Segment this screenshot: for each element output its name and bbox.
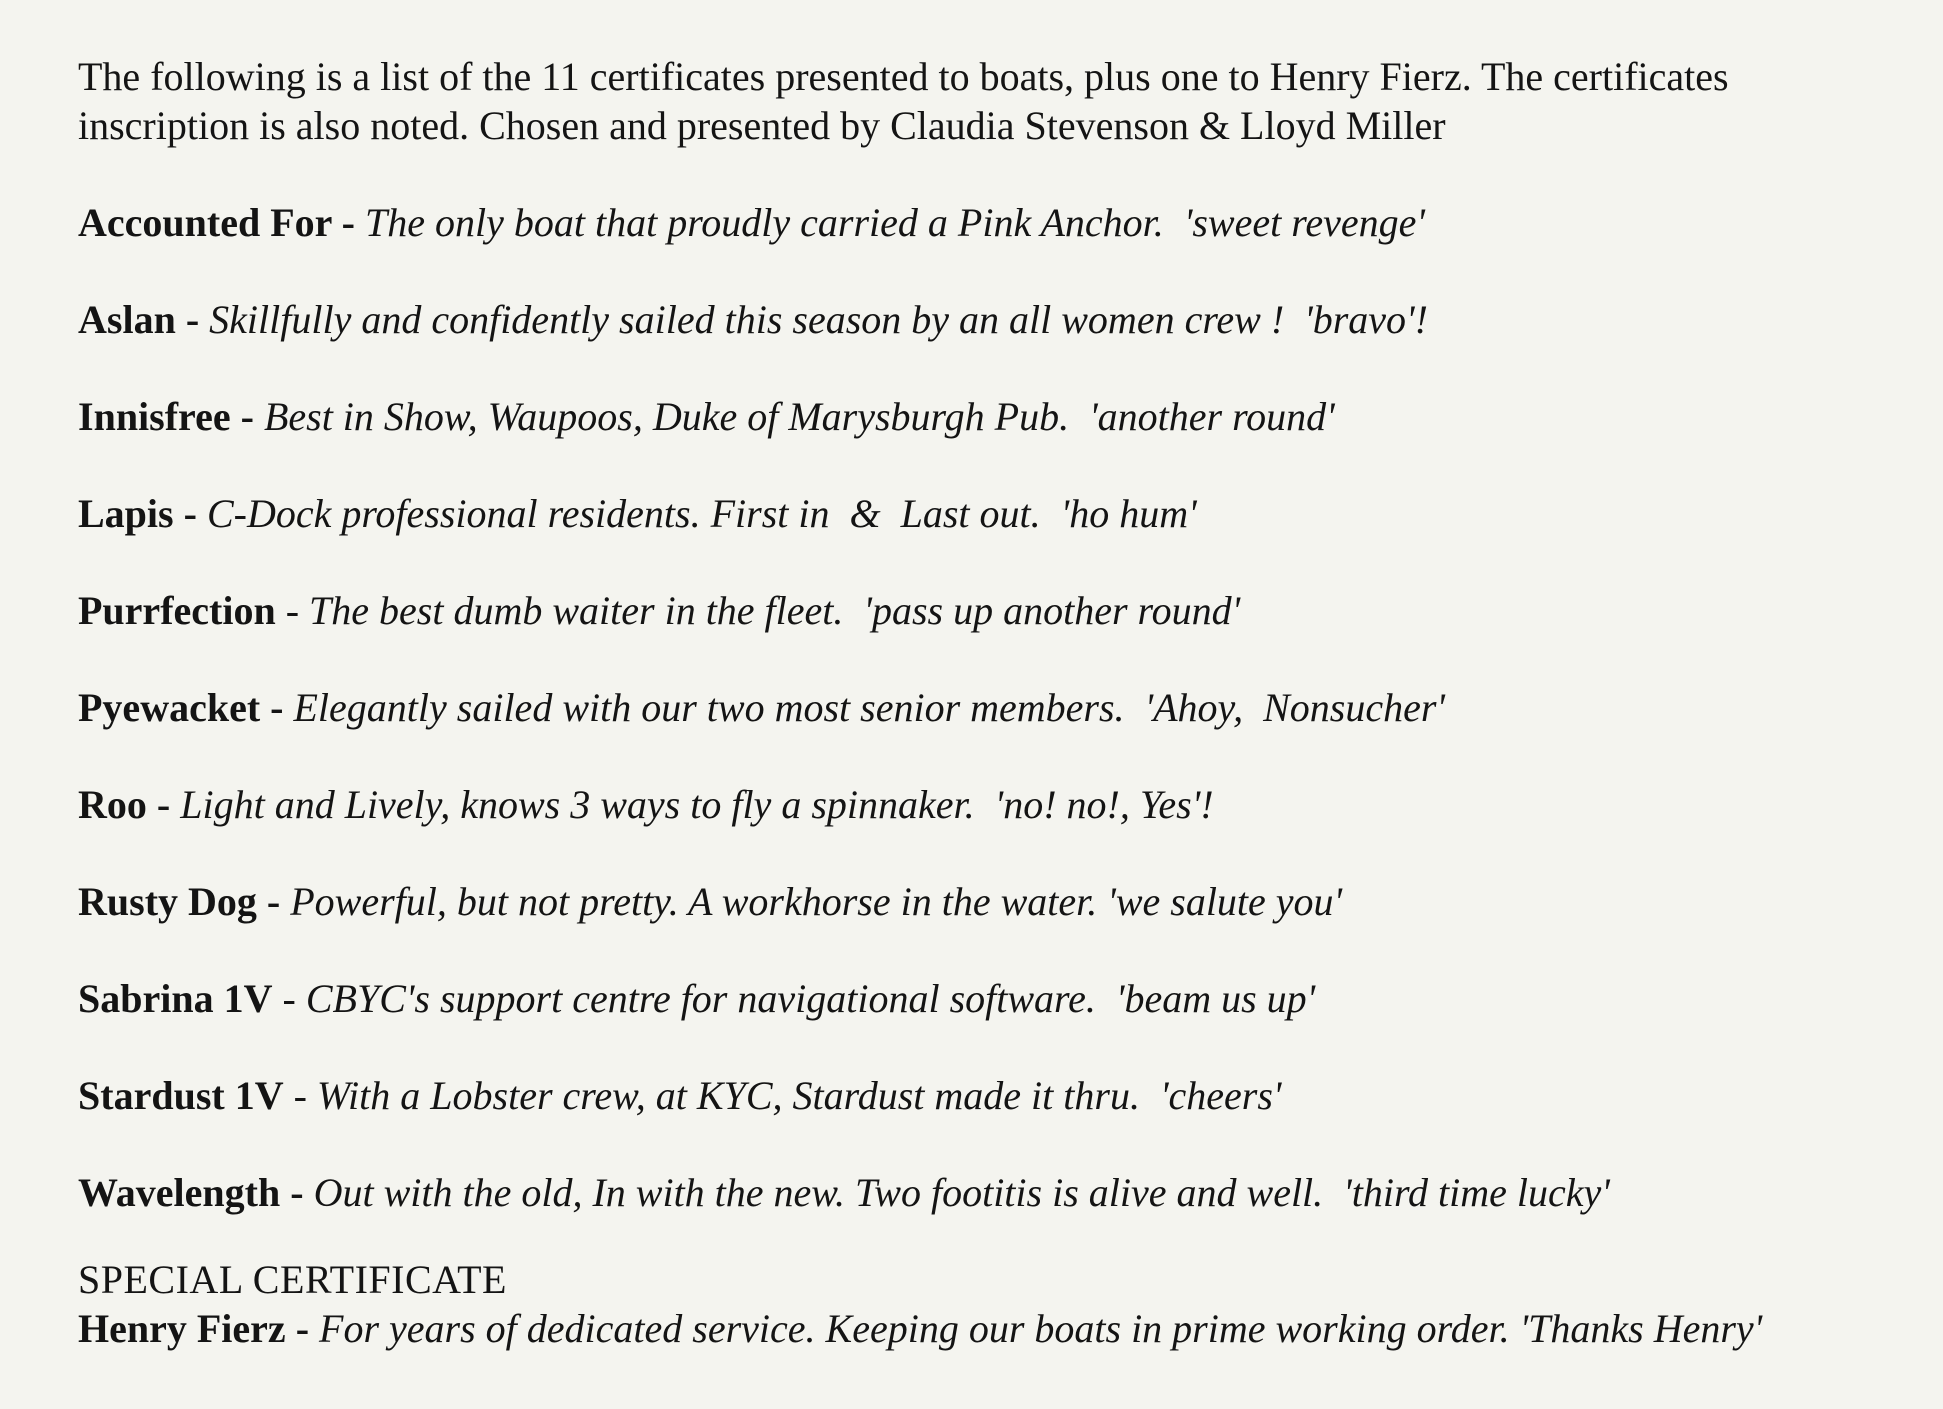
certificate-entry <box>78 878 1883 975</box>
boat-name: Lapis <box>78 491 174 536</box>
certificate-quote: 'cheers' <box>1159 1073 1282 1118</box>
separator: - <box>260 685 294 730</box>
certificate-entry <box>78 199 1883 296</box>
certificate-description: The only boat that proudly carried a Pink Anchor. <box>365 200 1164 245</box>
boat-name: Stardust 1V <box>78 1073 284 1118</box>
certificate-description: Powerful, but not pretty. A workhorse in the water. <box>290 879 1098 924</box>
separator: - <box>146 782 181 827</box>
separator: - <box>331 200 365 245</box>
certificate-entry <box>78 975 1883 1072</box>
separator: - <box>173 491 207 536</box>
certificate-description: CBYC's support centre for navigational software. <box>305 976 1096 1021</box>
special-certificate-entry <box>78 1304 1883 1353</box>
certificate-description: Out with the old, In with the new. Two footitis is alive and well. <box>313 1170 1324 1215</box>
certificate-description: With a Lobster crew, at KYC, Stardust made it thru. <box>316 1073 1140 1118</box>
certificate-description: C-Dock professional residents. First in & Last out. <box>206 491 1041 536</box>
boat-name: Roo <box>78 782 147 827</box>
boat-name: Sabrina 1V <box>78 976 273 1021</box>
certificate-quote: 'ho hum' <box>1060 491 1197 536</box>
certificate-entry <box>78 1169 1883 1266</box>
certificate-description: The best dumb waiter in the fleet. <box>309 588 844 633</box>
certificate-description: For years of dedicated service. Keeping our boats in prime working order. <box>319 1306 1510 1351</box>
separator: - <box>275 588 310 633</box>
certificate-quote: 'bravo'! <box>1304 297 1428 342</box>
certificate-description: Best in Show, Waupoos, Duke of Marysburgh Pub. <box>263 394 1070 439</box>
certificate-quote: 'pass up another round' <box>863 588 1241 633</box>
boat-name: Innisfree <box>78 394 231 439</box>
certificate-quote: 'sweet revenge' <box>1183 200 1425 245</box>
separator: - <box>272 976 306 1021</box>
certificate-quote: 'we salute you' <box>1107 879 1343 924</box>
certificate-quote: 'beam us up' <box>1115 976 1316 1021</box>
boat-name: Rusty Dog <box>78 879 257 924</box>
intro-paragraph: The following is a list of the 11 certificates presented to boats, plus one to Henry Fierz. The certificates inscription is also noted. Chosen and presented by Claudia Stevenson & Lloyd Miller <box>78 54 1729 148</box>
certificate-description: Light and Lively, knows 3 ways to fly a spinnaker. <box>180 782 975 827</box>
recipient-name: Henry Fierz <box>78 1306 286 1351</box>
boat-name: Aslan <box>78 297 176 342</box>
special-certificate-heading: SPECIAL CERTIFICATE <box>78 1257 507 1302</box>
separator: - <box>175 297 210 342</box>
certificate-entry <box>78 296 1883 393</box>
certificate-entry <box>78 684 1883 781</box>
separator: - <box>283 1073 317 1118</box>
certificate-quote: 'no! no!, Yes'! <box>994 782 1214 827</box>
boat-name: Accounted For <box>78 200 332 245</box>
certificate-entry <box>78 587 1883 684</box>
separator: - <box>280 1170 314 1215</box>
special-certificate-section <box>78 1255 1883 1353</box>
separator: - <box>285 1306 320 1351</box>
certificate-quote: 'third time lucky' <box>1343 1170 1610 1215</box>
certificate-list <box>78 199 1883 1266</box>
boat-name: Purrfection <box>78 588 276 633</box>
certificate-description: Elegantly sailed with our two most senior members. <box>293 685 1125 730</box>
certificate-entry <box>78 393 1883 490</box>
certificate-entry <box>78 490 1883 587</box>
certificate-entry <box>78 1072 1883 1169</box>
certificate-description: Skillfully and confidently sailed this season by an all women crew ! <box>209 297 1285 342</box>
certificate-quote: 'Thanks Henry' <box>1519 1306 1763 1351</box>
certificate-quote: 'another round' <box>1089 394 1335 439</box>
separator: - <box>230 394 264 439</box>
boat-name: Pyewacket <box>78 685 261 730</box>
separator: - <box>256 879 291 924</box>
certificate-entry <box>78 781 1883 878</box>
certificate-quote: 'Ahoy, Nonsucher' <box>1144 685 1445 730</box>
boat-name: Wavelength <box>78 1170 281 1215</box>
